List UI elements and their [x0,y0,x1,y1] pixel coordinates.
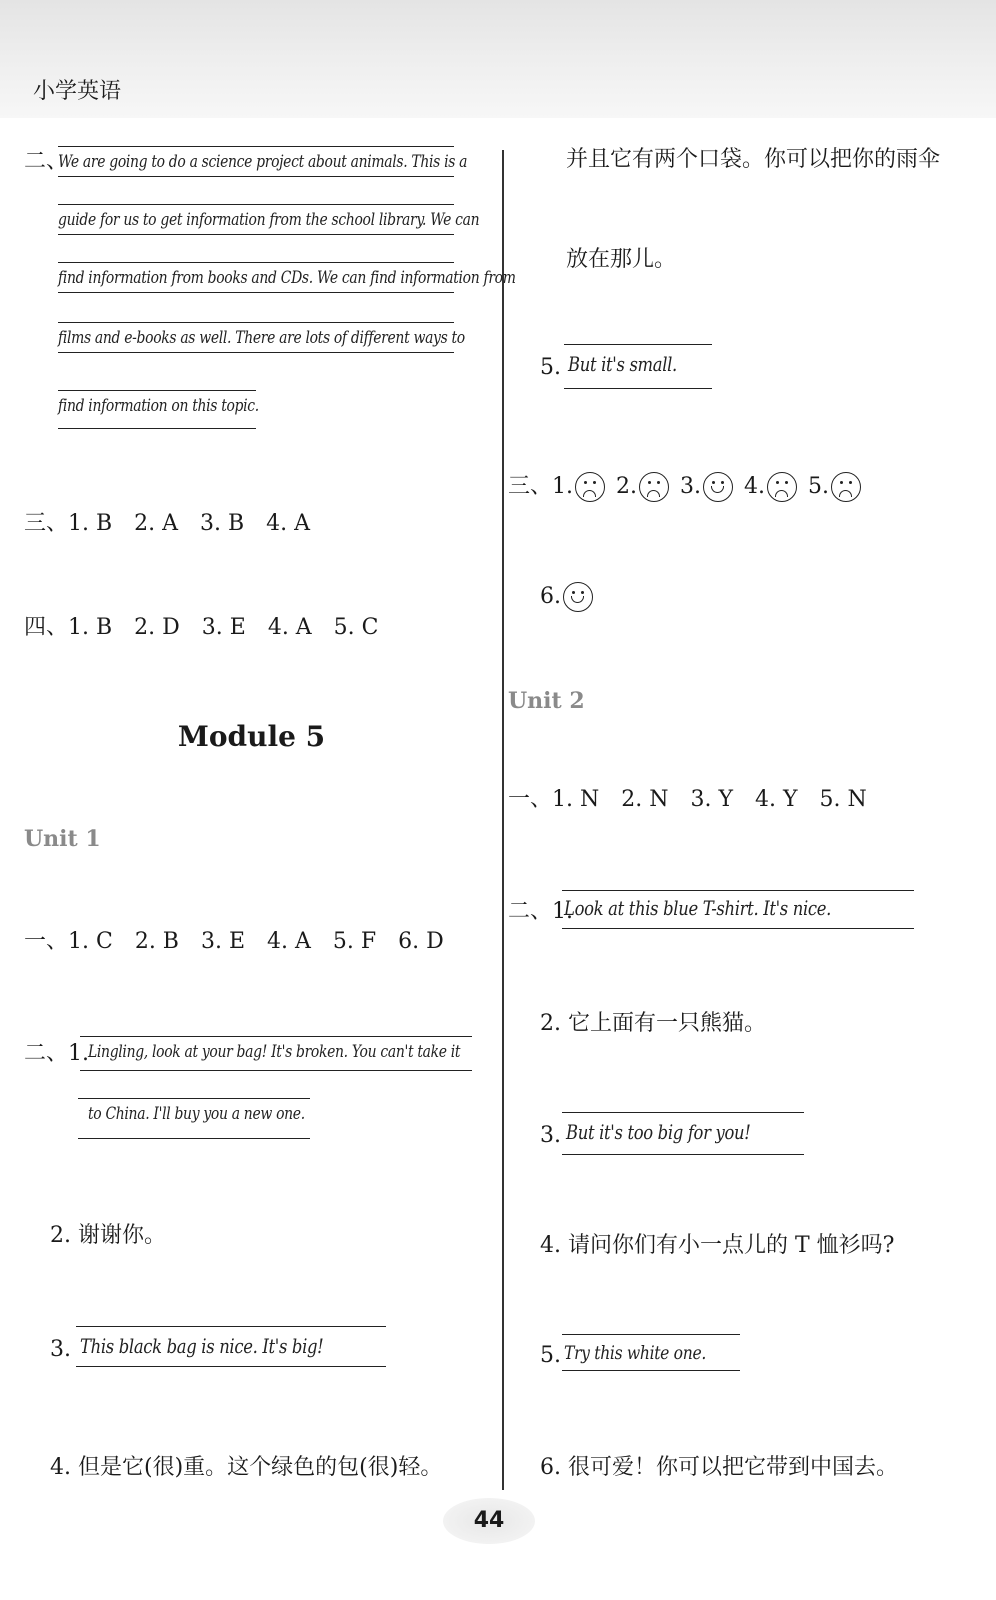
book-title: 小学英语 [33,79,122,104]
face-answers-row [508,472,865,502]
u2-q1-answers: 一、1. N 2. N 3. Y 4. Y 5. N [508,787,867,812]
writing-line [76,1366,386,1367]
face-num-1: 1. [552,474,574,499]
page-header [0,0,996,118]
u2-q2-marker: 二、1. [508,899,573,924]
q3-marker: 三、 [508,474,553,499]
writing-line [78,1138,310,1139]
writing-line [78,1098,310,1099]
face-num-6: 6. [540,584,561,609]
q3-answers: 三、1. B 2. A 3. B 4. A [24,511,311,536]
u2-q2-item-4: 4. 请问你们有小一点儿的 T 恤衫吗? [540,1233,895,1258]
face-num-4: 4. [744,474,766,499]
writing-line [80,1036,472,1037]
handwritten-line-6: Lingling, look at your bag! It's broken. You can't take it [88,1042,461,1062]
u2-q2-item-2: 2. 它上面有一只熊猫。 [540,1011,766,1036]
happy-face-icon [563,582,593,612]
handwritten-line-12: Try this white one. [564,1342,706,1364]
writing-line [76,1326,386,1327]
writing-line [58,352,454,353]
handwritten-line-3: find information from books and CDs. We can find information from [58,268,516,288]
face-answers-row-2 [540,582,597,612]
face-num-5: 5. [808,474,830,499]
continued-translation-line-2: 放在那儿。 [566,247,677,272]
u2-q2-item-3-num: 3. [540,1123,561,1148]
unit-1-heading: Unit 1 [24,826,101,852]
page-number: 44 [443,1498,535,1544]
handwritten-line-4: films and e-books as well. There are lots of different ways to [58,328,465,348]
sad-face-icon [575,472,605,502]
writing-line [58,146,454,147]
writing-line [562,1370,740,1371]
u2-q2-item-5-num: 5. [540,1343,561,1368]
u2-q2-item-6: 6. 很可爱！你可以把它带到中国去。 [540,1455,898,1480]
sad-face-icon [639,472,669,502]
writing-line [562,1112,804,1113]
column-divider [502,150,504,1490]
handwritten-line-11: But it's too big for you! [566,1120,751,1144]
handwritten-line-8: This black bag is nice. It's big! [80,1334,324,1358]
unit-2-heading: Unit 2 [508,688,585,714]
writing-line [564,344,712,345]
writing-line [562,1154,804,1155]
writing-line [58,204,454,205]
u1-q2-marker: 二、1. [24,1041,89,1066]
writing-line [58,390,256,391]
writing-line [58,322,454,323]
face-num-3: 3. [680,474,702,499]
writing-line [58,292,454,293]
q2-marker: 二、 [24,149,69,174]
handwritten-line-5: find information on this topic. [58,396,259,416]
writing-line [562,890,914,891]
writing-line [58,428,256,429]
item-5-num: 5. [540,355,561,380]
handwritten-line-2: guide for us to get information from the school library. We can [58,210,480,230]
writing-line [562,1334,740,1335]
handwritten-line-9: But it's small. [568,352,677,376]
u1-q2-item-2: 2. 谢谢你。 [50,1223,166,1248]
writing-line [564,388,712,389]
u1-q2-item-3-num: 3. [50,1337,71,1362]
q4-answers: 四、1. B 2. D 3. E 4. A 5. C [24,615,379,640]
face-num-2: 2. [616,474,638,499]
sad-face-icon [767,472,797,502]
writing-line [58,262,454,263]
module-heading: Module 5 [177,720,326,753]
writing-line [58,176,454,177]
writing-line [58,234,454,235]
handwritten-line-10: Look at this blue T-shirt. It's nice. [564,896,832,920]
u1-q2-item-4: 4. 但是它(很)重。这个绿色的包(很)轻。 [50,1455,443,1480]
happy-face-icon [703,472,733,502]
writing-line [562,928,914,929]
sad-face-icon [831,472,861,502]
handwritten-line-1: We are going to do a science project about animals. This is a [58,152,468,172]
continued-translation-line-1: 并且它有两个口袋。你可以把你的雨伞 [566,147,941,172]
u1-q1-answers: 一、1. C 2. B 3. E 4. A 5. F 6. D [24,929,444,954]
writing-line [80,1070,472,1071]
handwritten-line-7: to China. I'll buy you a new one. [88,1104,305,1124]
